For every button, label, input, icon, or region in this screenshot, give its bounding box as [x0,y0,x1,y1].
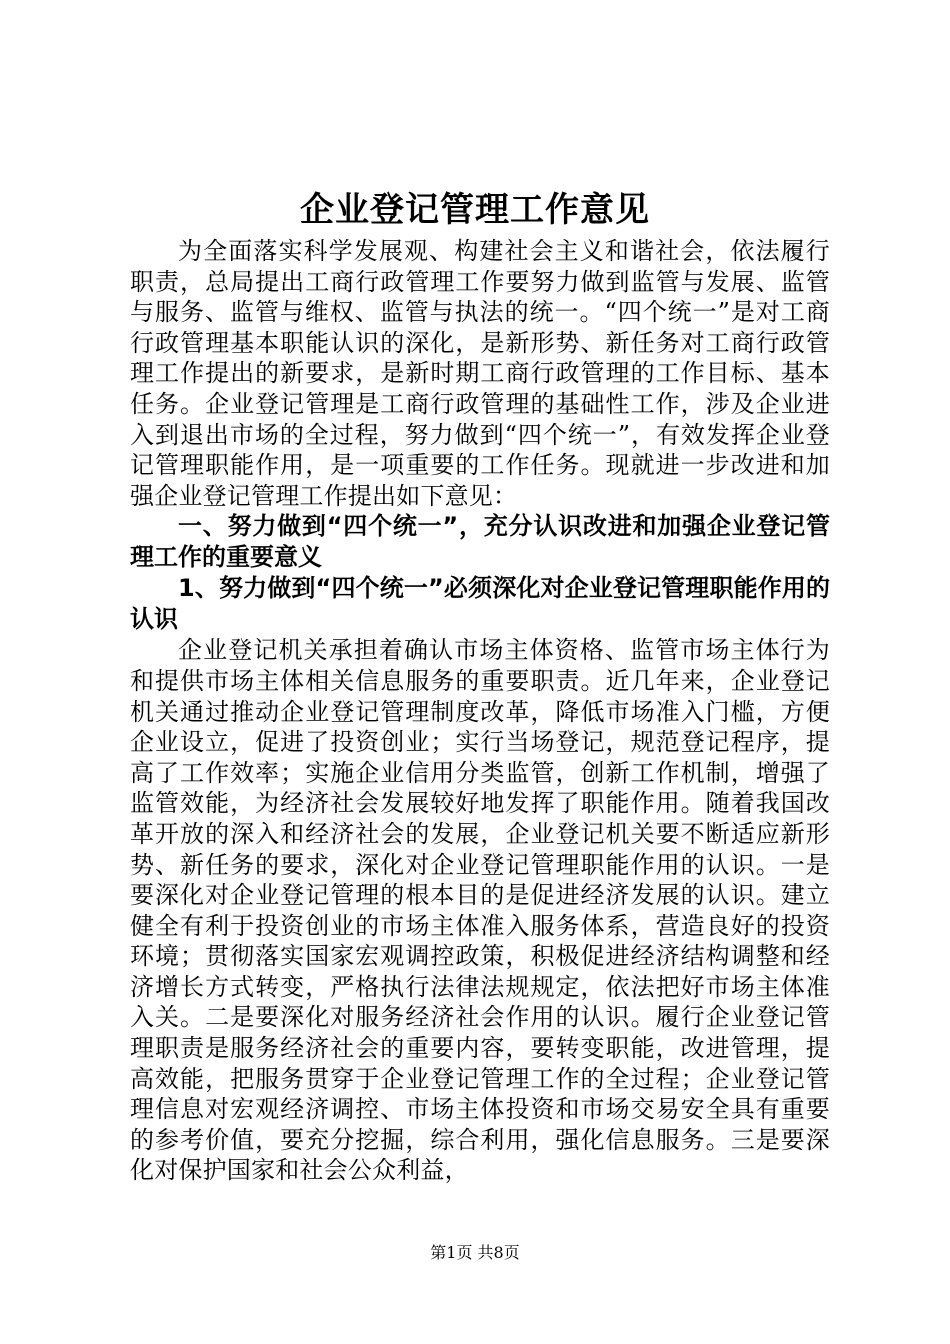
document-body [130,236,830,1186]
intro-paragraph: 为全面落实科学发展观、构建社会主义和谐社会，依法履行职责，总局提出工商行政管理工作要努力做到监管与发展、监管与服务、监管与维权、监管与执法的统一。“四个统一”是对工商行政管理基本职能认识的深化，是新形势、新任务对工商行政管理工作提出的新要求，是新时期工商行政管理的工作目标、基本任务。企业登记管理是工商行政管理的基础性工作，涉及企业进入到退出市场的全过程，努力做到“四个统一”，有效发挥企业登记管理职能作用，是一项重要的工作任务。现就进一步改进和加强企业登记管理工作提出如下意见： [130,237,830,510]
subsection-heading-1-1: 1、努力做到“四个统一”必须深化对企业登记管理职能作用的认识 [130,574,830,634]
section-heading-1: 一、努力做到“四个统一”，充分认识改进和加强企业登记管理工作的重要意义 [130,512,830,572]
body-paragraph-1: 企业登记机关承担着确认市场主体资格、监管市场主体行为和提供市场主体相关信息服务的重要职责。近几年来，企业登记机关通过推动企业登记管理制度改革，降低市场准入门槛，方便企业设立，促进了投资创业；实行当场登记，规范登记程序，提高了工作效率；实施企业信用分类监管，创新工作机制，增强了监管效能，为经济社会发展较好地发挥了职能作用。随着我国改革开放的深入和经济社会的发展，企业登记机关要不断适应新形势、新任务的要求，深化对企业登记管理职能作用的认识。一是要深化对企业登记管理的根本目的是促进经济发展的认识。建立健全有利于投资创业的市场主体准入服务体系，营造良好的投资环境；贯彻落实国家宏观调控政策，积极促进经济结构调整和经济增长方式转变，严格执行法律法规规定，依法把好市场主体准入关。二是要深化对服务经济社会作用的认识。履行企业登记管理职责是服务经济社会的重要内容，要转变职能，改进管理，提高效能，把服务贯穿于企业登记管理工作的全过程；企业登记管理信息对宏观经济调控、市场主体投资和市场交易安全具有重要的参考价值，要充分挖掘，综合利用，强化信息服务。三是要深化对保护国家和社会公众利益， [130,636,830,1185]
page-footer: 第1页 共8页 [430,1243,520,1262]
document-title: 企业登记管理工作意见 [300,190,650,230]
